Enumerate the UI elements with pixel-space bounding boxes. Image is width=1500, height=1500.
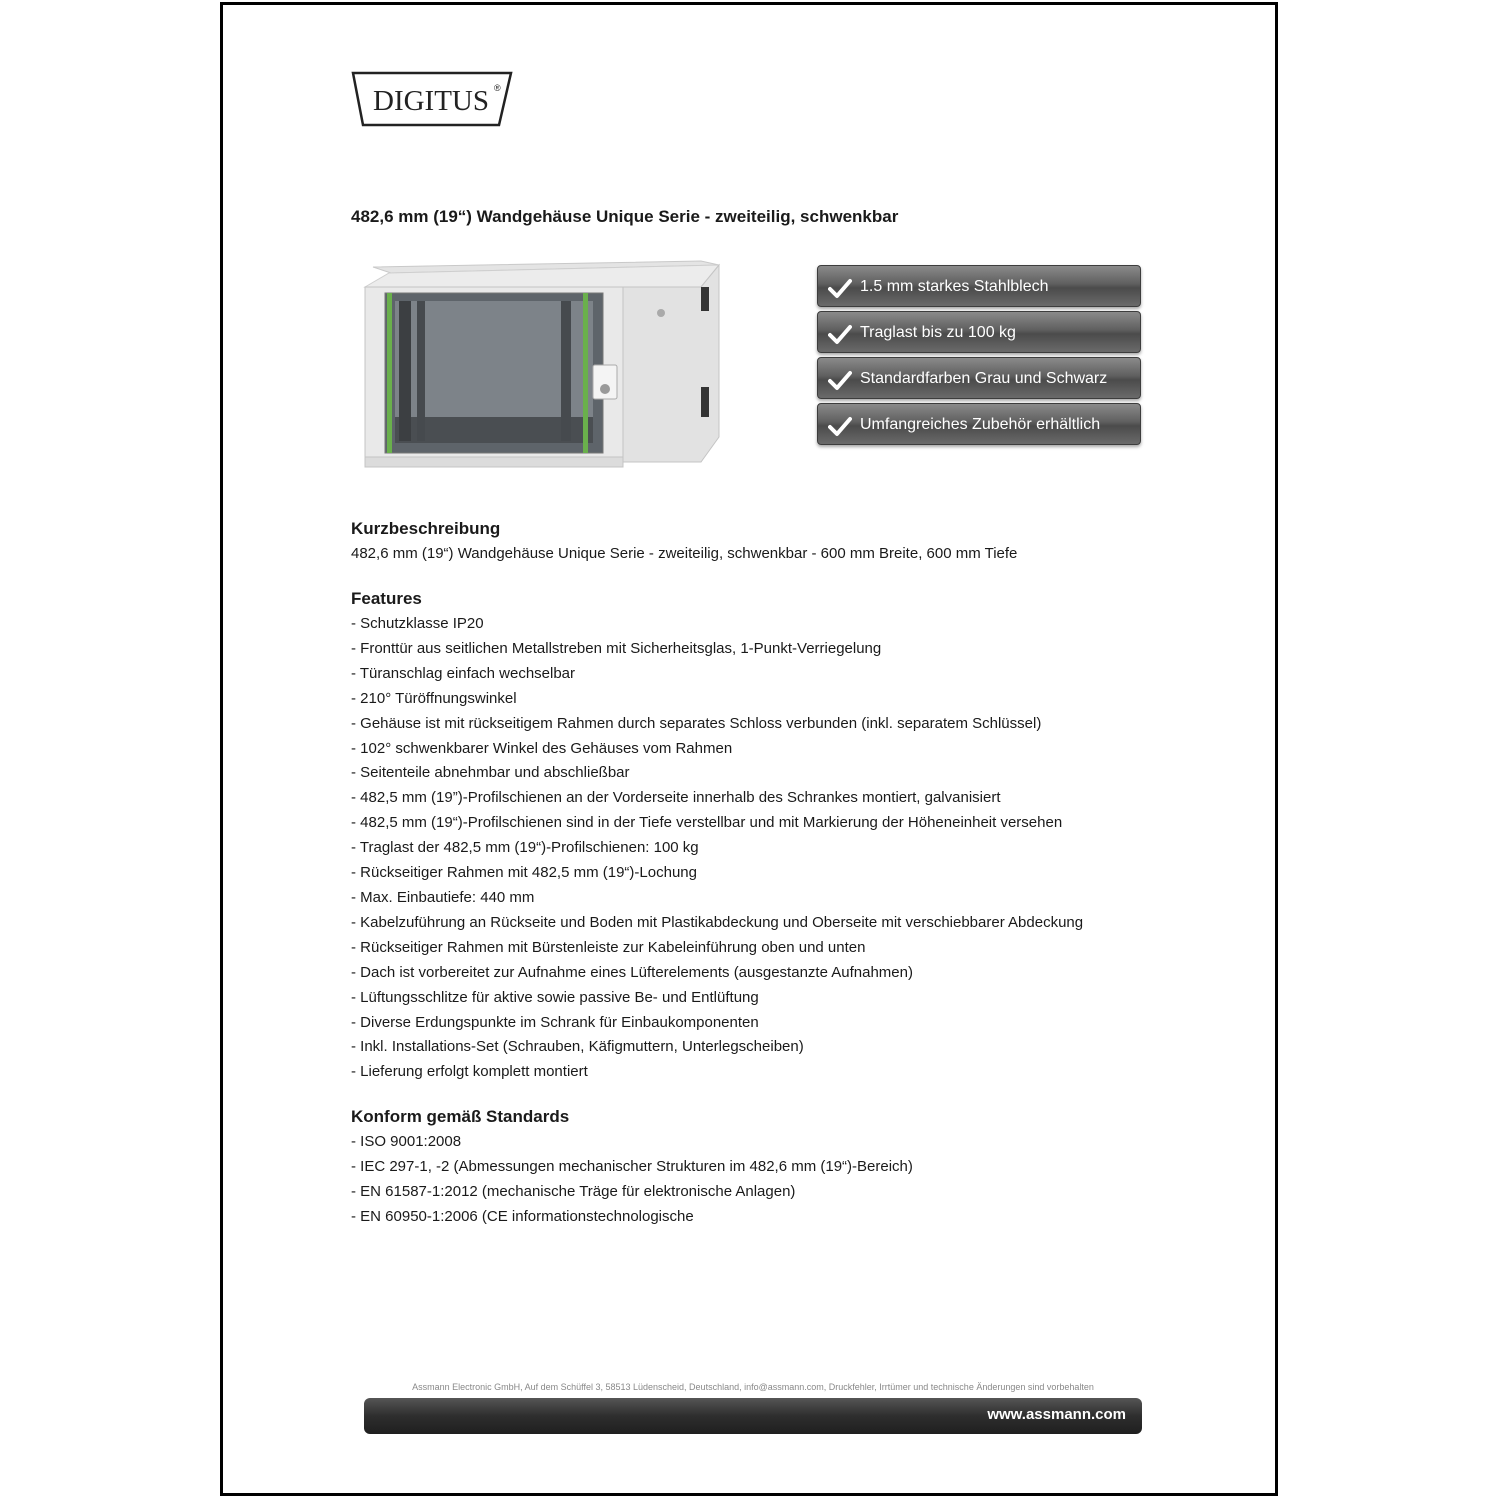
- feature-item: - 210° Türöffnungswinkel: [351, 689, 517, 707]
- checkmark-icon: [828, 413, 852, 435]
- standard-item: - ISO 9001:2008: [351, 1133, 462, 1150]
- logo-text: DIGITUS: [373, 85, 489, 117]
- page-title: 482,6 mm (19“) Wandgehäuse Unique Serie - zweiteilig, schwenkbar: [351, 207, 899, 226]
- feature-badges: [817, 265, 1141, 449]
- standard-item: - IEC 297-1, -2 (Abmessungen mechanischer Strukturen im 482,6 mm (19“)-Bereich): [351, 1157, 913, 1175]
- product-image: [361, 257, 723, 497]
- feature-item: - Diverse Erdungspunkte im Schrank für Einbaukomponenten: [351, 1013, 759, 1031]
- feature-item: - Rückseitiger Rahmen mit 482,5 mm (19“)-Lochung: [351, 864, 697, 882]
- datasheet-page: [220, 2, 1278, 1496]
- short-description-text: 482,6 mm (19“) Wandgehäuse Unique Serie - zweiteilig, schwenkbar - 600 mm Breite, 600 mm Tiefe: [351, 545, 1018, 562]
- feature-item: - 482,5 mm (19“)-Profilschienen sind in der Tiefe verstellbar und mit Markierung der Höheneinheit versehen: [351, 814, 1063, 832]
- feature-badge: [817, 357, 1141, 399]
- footer-legal-text: Assmann Electronic GmbH, Auf dem Schüffel 3, 58513 Lüdenscheid, Deutschland, info@assmann.com, Druckfehler, Irrtümer und technische Änderungen sind vorbehalten: [412, 1382, 1094, 1392]
- feature-badge-label: 1.5 mm starkes Stahlblech: [860, 278, 1049, 295]
- feature-item: - Schutzklasse IP20: [351, 615, 484, 632]
- standard-item: - EN 61587-1:2012 (mechanische Träge für elektronische Anlagen): [351, 1182, 796, 1200]
- feature-item: - Dach ist vorbereitet zur Aufnahme eines Lüfterelements (ausgestanzte Aufnahmen): [351, 963, 913, 981]
- feature-item: - 102° schwenkbarer Winkel des Gehäuses vom Rahmen: [351, 739, 733, 757]
- standard-item: - EN 60950-1:2006 (CE informationstechnologische: [351, 1207, 694, 1225]
- feature-item: - Kabelzuführung an Rückseite und Boden mit Plastikabdeckung und Oberseite mit verschiebbarer Abdeckung: [351, 913, 1084, 931]
- short-description-section: [351, 516, 1171, 567]
- feature-item: - Gehäuse ist mit rückseitigem Rahmen durch separates Schloss verbunden (inkl. separatem Schlüssel): [351, 714, 1042, 732]
- standards-section: [351, 1104, 1171, 1230]
- footer-bar: [364, 1398, 1142, 1434]
- section-heading: Kurzbeschreibung: [351, 519, 501, 538]
- feature-badge: [817, 311, 1141, 353]
- feature-badge-label: Umfangreiches Zubehör erhältlich: [860, 416, 1101, 433]
- feature-item: - Inkl. Installations-Set (Schrauben, Käfigmuttern, Unterlegscheiben): [351, 1038, 804, 1056]
- features-section: [351, 586, 1171, 1085]
- feature-item: - Türanschlag einfach wechselbar: [351, 664, 576, 682]
- logo-registered-mark: ®: [494, 83, 501, 93]
- feature-item: - Traglast der 482,5 mm (19“)-Profilschienen: 100 kg: [351, 839, 699, 857]
- checkmark-icon: [828, 367, 852, 389]
- feature-badge: [817, 403, 1141, 445]
- checkmark-icon: [828, 275, 852, 297]
- feature-item: - Seitenteile abnehmbar und abschließbar: [351, 764, 630, 782]
- feature-item: - Lüftungsschlitze für aktive sowie passive Be- und Entlüftung: [351, 988, 759, 1006]
- feature-badge-label: Standardfarben Grau und Schwarz: [860, 370, 1108, 387]
- feature-item: - Rückseitiger Rahmen mit Bürstenleiste zur Kabeleinführung oben und unten: [351, 938, 866, 956]
- footer-website-link[interactable]: www.assmann.com: [987, 1406, 1126, 1423]
- feature-item: - Lieferung erfolgt komplett montiert: [351, 1063, 588, 1081]
- feature-item: - Fronttür aus seitlichen Metallstreben mit Sicherheitsglas, 1-Punkt-Verriegelung: [351, 639, 882, 657]
- section-heading: Features: [351, 589, 422, 608]
- section-heading: Konform gemäß Standards: [351, 1107, 570, 1126]
- digitus-logo: [351, 71, 513, 127]
- feature-item: - Max. Einbautiefe: 440 mm: [351, 888, 535, 906]
- feature-badge: [817, 265, 1141, 307]
- feature-badge-label: Traglast bis zu 100 kg: [860, 324, 1016, 341]
- checkmark-icon: [828, 321, 852, 343]
- feature-item: - 482,5 mm (19”)-Profilschienen an der Vorderseite innerhalb des Schrankes montiert, galvanisiert: [351, 789, 1001, 807]
